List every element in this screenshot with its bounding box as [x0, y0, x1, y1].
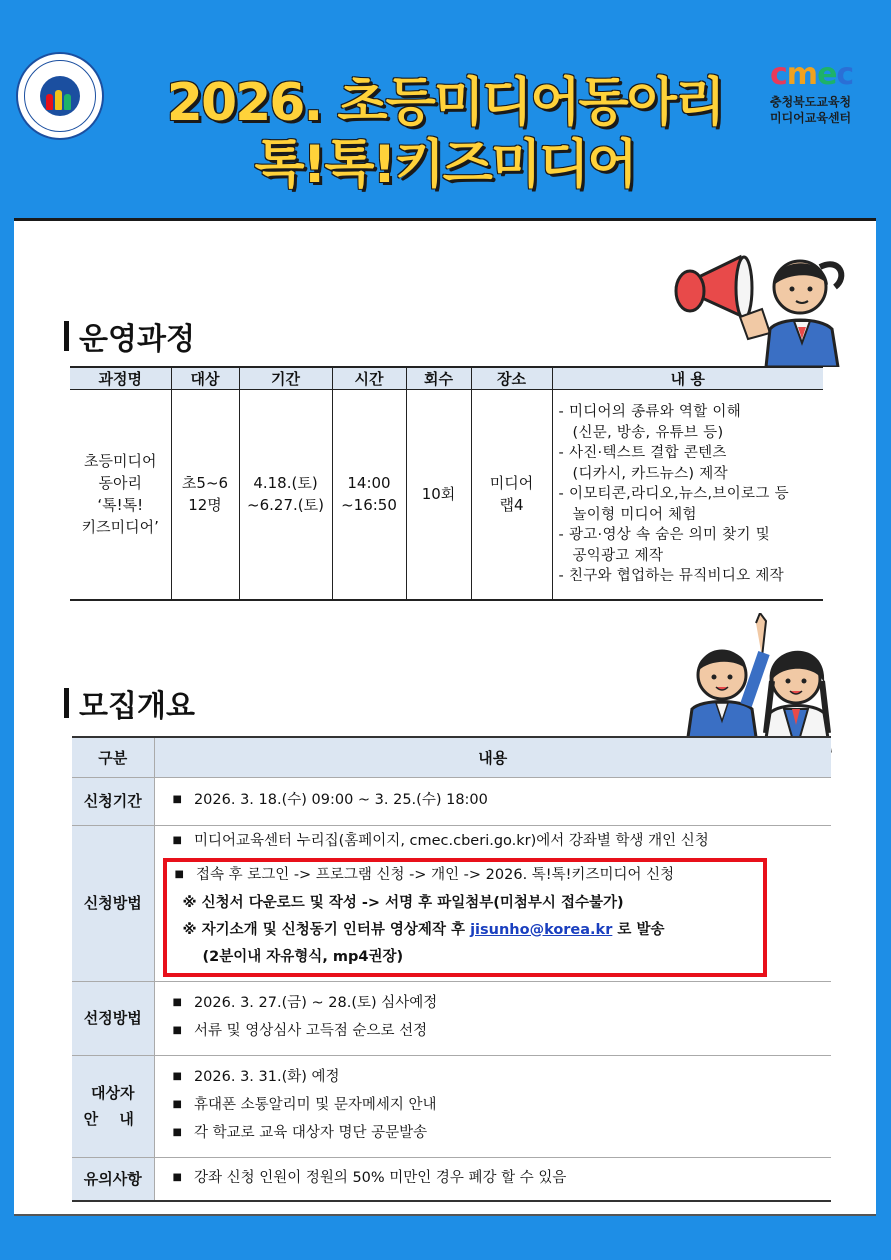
heading-bar: [64, 688, 69, 718]
selection-cell: [154, 981, 831, 1055]
title-line-1: 2026. 초등미디어동아리: [166, 73, 724, 133]
period-cell: 4.18.(토) ~6.27.(토): [239, 390, 332, 600]
list-item: ■ 강좌 신청 인원이 정원의 50% 미만인 경우 폐강 할 수 있음: [173, 1165, 832, 1193]
section-heading-recruit: 모집개요: [64, 681, 195, 725]
content-line: - 광고·영상 속 숨은 의미 찾기 및: [558, 527, 771, 543]
list-item: ■ 휴대폰 소통알리미 및 문자메세지 안내: [173, 1092, 832, 1120]
col-header: 기간: [239, 367, 332, 390]
table-row: [72, 777, 831, 825]
col-header: 대상: [171, 367, 239, 390]
time-cell: 14:00 ~16:50: [332, 390, 406, 600]
row-label-notice: 대상자 안 내: [72, 1055, 154, 1157]
caution-cell: [154, 1157, 831, 1201]
table-row: [70, 390, 823, 600]
content-panel: [14, 218, 876, 1216]
row-label-apply-method: 신청방법: [72, 825, 154, 981]
note-line: ※ 자기소개 및 신청동기 인터뷰 영상제작 후 jisunho@korea.kr 로 발송: [182, 921, 665, 938]
sessions-cell: 10회: [406, 390, 471, 600]
recruit-table: [72, 736, 831, 1202]
note-line: (2분이내 자유형식, mp4권장): [202, 948, 404, 965]
course-table: [70, 366, 823, 601]
content-line: 놀이형 미디어 체험: [572, 506, 697, 523]
row-label-apply-period: 신청기간: [72, 777, 154, 825]
list-item: ■ 접속 후 로그인 -> 프로그램 신청 -> 개인 -> 2026. 톡!톡!키즈미디어 신청: [175, 862, 763, 890]
content-line: - 이모티콘,라디오,뉴스,브이로그 등: [558, 486, 789, 502]
course-name-cell: 초등미디어 동아리 ‘톡!톡! 키즈미디어’: [70, 390, 171, 600]
email-link[interactable]: jisunho@korea.kr: [470, 921, 613, 938]
students-illustration: [680, 613, 840, 753]
list-item: ■ 2026. 3. 31.(화) 예정: [173, 1064, 832, 1092]
highlight-box: [163, 858, 767, 977]
place-cell: 미디어 랩4: [471, 390, 552, 600]
megaphone-girl-illustration: [670, 247, 850, 367]
note-line: ※ 신청서 다운로드 및 작성 -> 서명 후 파일첨부(미첨부시 접수불가): [182, 894, 624, 911]
apply-method-cell: [154, 825, 831, 981]
row-label-selection: 선정방법: [72, 981, 154, 1055]
list-item: ■ 2026. 3. 27.(금) ~ 28.(토) 심사예정: [173, 990, 832, 1018]
content-line: - 미디어의 종류와 역할 이해: [558, 404, 742, 420]
table-row: [72, 981, 831, 1055]
title-line-2: 톡!톡!키즈미디어: [254, 135, 636, 195]
cmec-org-line2: 미디어교육센터: [770, 111, 852, 125]
target-cell: 초5~6 12명: [171, 390, 239, 600]
apply-period-cell: [154, 777, 831, 825]
list-item: ■ 각 학교로 교육 대상자 명단 공문발송: [173, 1120, 832, 1148]
notice-cell: [154, 1055, 831, 1157]
list-item: ■ 미디어교육센터 누리집(홈페이지, cmec.cberi.go.kr)에서 강좌별 학생 개인 신청: [173, 828, 832, 856]
content-cell: [552, 390, 823, 600]
col-header: 구분: [72, 737, 154, 777]
col-header: 장소: [471, 367, 552, 390]
list-item: ■ 서류 및 영상심사 고득점 순으로 선정: [173, 1018, 832, 1046]
table-row: [72, 1157, 831, 1201]
col-header: 내 용: [552, 367, 823, 390]
cmec-org-line1: 충청북도교육청: [770, 95, 852, 109]
header: [0, 0, 891, 218]
content-line: - 사진·텍스트 결합 콘텐츠: [558, 445, 727, 461]
cmec-logo: [770, 57, 880, 126]
cmec-wordmark: cmec: [770, 57, 854, 92]
list-item: ■ 2026. 3. 18.(수) 09:00 ~ 3. 25.(수) 18:00: [173, 787, 832, 815]
content-line: (디카시, 카드뉴스) 제작: [572, 465, 728, 482]
col-header: 과정명: [70, 367, 171, 390]
content-line: - 친구와 협업하는 뮤직비디오 제작: [558, 568, 784, 584]
content-line: 공익광고 제작: [572, 547, 664, 564]
col-header: 내용: [154, 737, 831, 777]
section-heading-operation: 운영과정: [64, 314, 195, 358]
table-row: [72, 1055, 831, 1157]
row-label-caution: 유의사항: [72, 1157, 154, 1201]
col-header: 회수: [406, 367, 471, 390]
heading-bar: [64, 321, 69, 351]
col-header: 시간: [332, 367, 406, 390]
org-seal-logo: [16, 52, 104, 140]
content-line: (신문, 방송, 유튜브 등): [572, 424, 724, 441]
table-row: [72, 825, 831, 981]
